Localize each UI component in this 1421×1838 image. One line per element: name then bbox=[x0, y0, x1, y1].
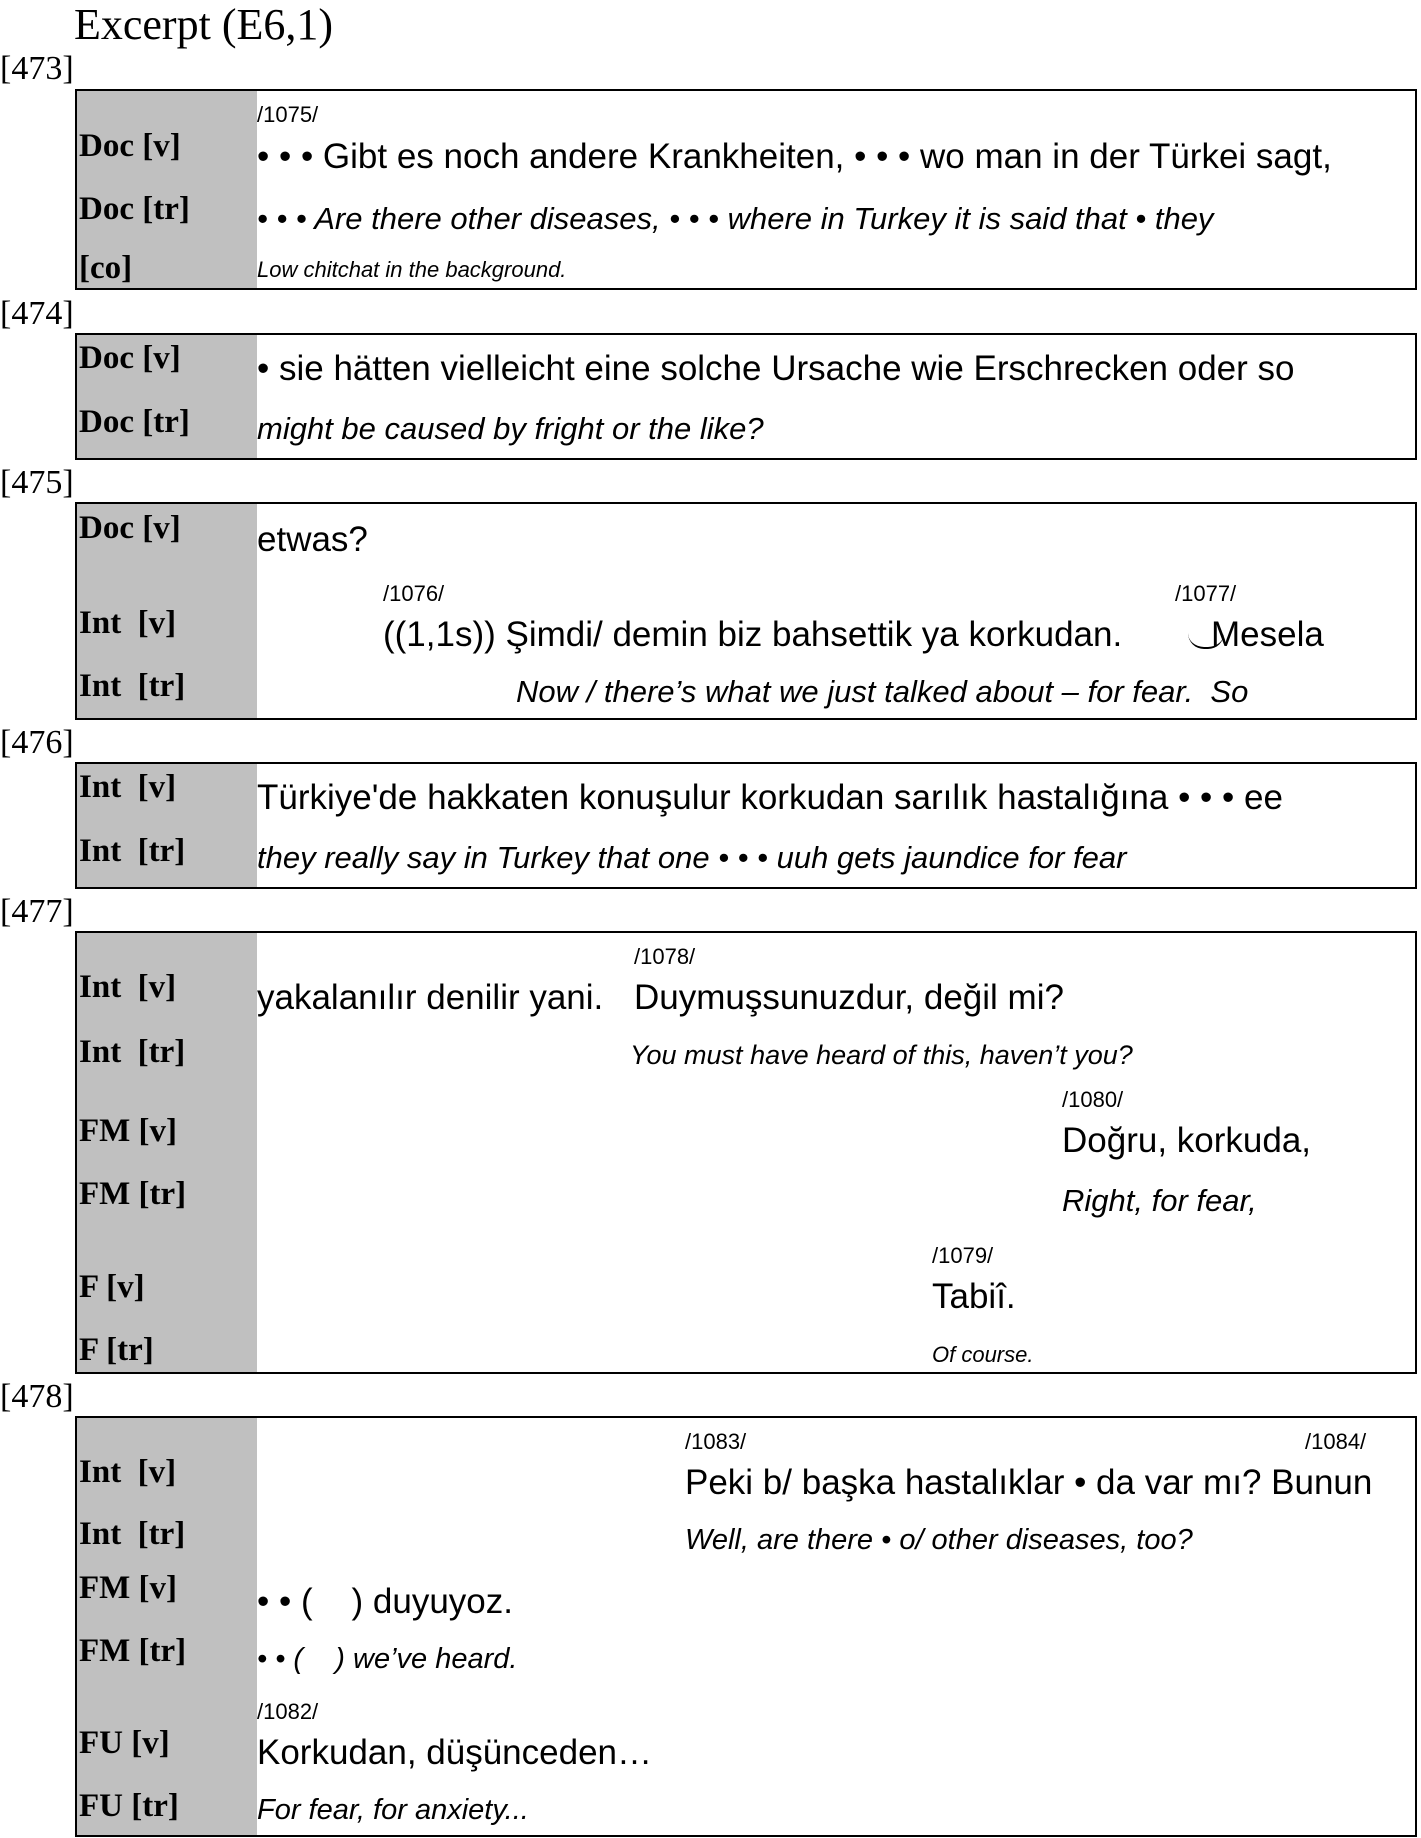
score-block-473 bbox=[75, 89, 1417, 290]
score-block-477 bbox=[75, 931, 1417, 1374]
block-number: [473] bbox=[0, 50, 74, 87]
verbal-tier-text: etwas? bbox=[257, 520, 368, 559]
translation-tier-text: • • • Are there other diseases, • • • where in Turkey it is said that • they bbox=[257, 201, 1214, 236]
tier-label: Doc [v] bbox=[79, 128, 181, 164]
tier-label: Int [tr] bbox=[79, 833, 186, 869]
tier-label: F [v] bbox=[79, 1269, 145, 1305]
comment-tier-text: Low chitchat in the background. bbox=[257, 257, 567, 282]
tier-label: FM [tr] bbox=[79, 1176, 187, 1212]
tier-label: FM [tr] bbox=[79, 1633, 187, 1669]
block-number: [478] bbox=[0, 1378, 74, 1415]
speaker-label-column bbox=[77, 91, 257, 288]
block-number: [474] bbox=[0, 295, 74, 332]
segment-number: /1075/ bbox=[257, 102, 319, 127]
block-number: [477] bbox=[0, 893, 74, 930]
tier-label: Int [v] bbox=[79, 605, 177, 641]
tier-label: FU [tr] bbox=[79, 1788, 179, 1824]
translation-tier-text: Well, are there • o/ other diseases, too? bbox=[685, 1524, 1193, 1556]
score-block-475 bbox=[75, 502, 1417, 720]
tier-label: FM [v] bbox=[79, 1113, 178, 1149]
tier-label: Int [v] bbox=[79, 769, 177, 805]
translation-tier-text: they really say in Turkey that one • • • uuh gets jaundice for fear bbox=[257, 840, 1127, 875]
verbal-tier-text: • • • Gibt es noch andere Krankheiten, • • • wo man in der Türkei sagt, bbox=[257, 137, 1332, 176]
segment-number: /1077/ bbox=[1175, 581, 1237, 606]
translation-tier-text: Of course. bbox=[932, 1342, 1034, 1367]
tier-label: Doc [tr] bbox=[79, 191, 190, 227]
speaker-label-column bbox=[77, 1418, 257, 1835]
tier-label: [co] bbox=[79, 250, 133, 286]
segment-number: /1076/ bbox=[383, 581, 445, 606]
score-block-474 bbox=[75, 333, 1417, 460]
verbal-tier-text: Doğru, korkuda, bbox=[1062, 1121, 1312, 1160]
translation-tier-text: You must have heard of this, haven’t you? bbox=[630, 1040, 1133, 1070]
translation-tier-text: • • ( ) we’ve heard. bbox=[257, 1643, 518, 1675]
verbal-tier-text: • • ( ) duyuyoz. bbox=[257, 1582, 513, 1621]
speaker-label-column bbox=[77, 933, 257, 1372]
translation-tier-text: might be caused by fright or the like? bbox=[257, 411, 764, 446]
translation-tier-text: For fear, for anxiety... bbox=[257, 1794, 529, 1826]
page-title: Excerpt (E6,1) bbox=[74, 0, 333, 49]
segment-number: /1079/ bbox=[932, 1243, 994, 1268]
segment-number: /1083/ bbox=[685, 1429, 747, 1454]
segment-number: /1078/ bbox=[634, 944, 696, 969]
verbal-tier-text: Korkudan, düşünceden… bbox=[257, 1733, 652, 1772]
tier-label: FU [v] bbox=[79, 1725, 170, 1761]
verbal-tier-text: Duymuşsunuzdur, değil mi? bbox=[634, 978, 1064, 1017]
segment-number: /1084/ bbox=[1305, 1429, 1367, 1454]
tier-label: F [tr] bbox=[79, 1332, 154, 1368]
verbal-tier-text: Mesela bbox=[1211, 615, 1324, 654]
tier-label: Int [tr] bbox=[79, 668, 186, 704]
segment-number: /1082/ bbox=[257, 1699, 319, 1724]
tier-label: Doc [v] bbox=[79, 340, 181, 376]
verbal-tier-text: Peki b/ başka hastalıklar • da var mı? Bunun bbox=[685, 1463, 1373, 1502]
tier-label: Int [v] bbox=[79, 969, 177, 1005]
speaker-label-column bbox=[77, 764, 257, 887]
tier-label: Int [tr] bbox=[79, 1034, 186, 1070]
speaker-label-column bbox=[77, 504, 257, 718]
tier-label: Int [v] bbox=[79, 1454, 177, 1490]
verbal-tier-text: ((1,1s)) Şimdi/ demin biz bahsettik ya korkudan. bbox=[383, 615, 1123, 654]
tier-label: Doc [tr] bbox=[79, 404, 190, 440]
block-number: [476] bbox=[0, 724, 74, 761]
segment-number: /1080/ bbox=[1062, 1087, 1124, 1112]
speaker-label-column bbox=[77, 335, 257, 458]
verbal-tier-text: Türkiye'de hakkaten konuşulur korkudan sarılık hastalığına • • • ee bbox=[257, 778, 1283, 817]
tier-label: Int [tr] bbox=[79, 1516, 186, 1552]
score-block-476 bbox=[75, 762, 1417, 889]
translation-tier-text: Now / there’s what we just talked about – for fear. So bbox=[516, 674, 1249, 709]
verbal-tier-text: Tabiî. bbox=[932, 1277, 1016, 1316]
verbal-tier-text: yakalanılır denilir yani. bbox=[257, 978, 604, 1017]
tier-label: Doc [v] bbox=[79, 510, 181, 546]
tier-label: FM [v] bbox=[79, 1570, 178, 1606]
score-block-478 bbox=[75, 1416, 1417, 1837]
block-number: [475] bbox=[0, 464, 74, 501]
verbal-tier-text: • sie hätten vielleicht eine solche Ursache wie Erschrecken oder so bbox=[257, 349, 1295, 388]
translation-tier-text: Right, for fear, bbox=[1062, 1183, 1257, 1218]
